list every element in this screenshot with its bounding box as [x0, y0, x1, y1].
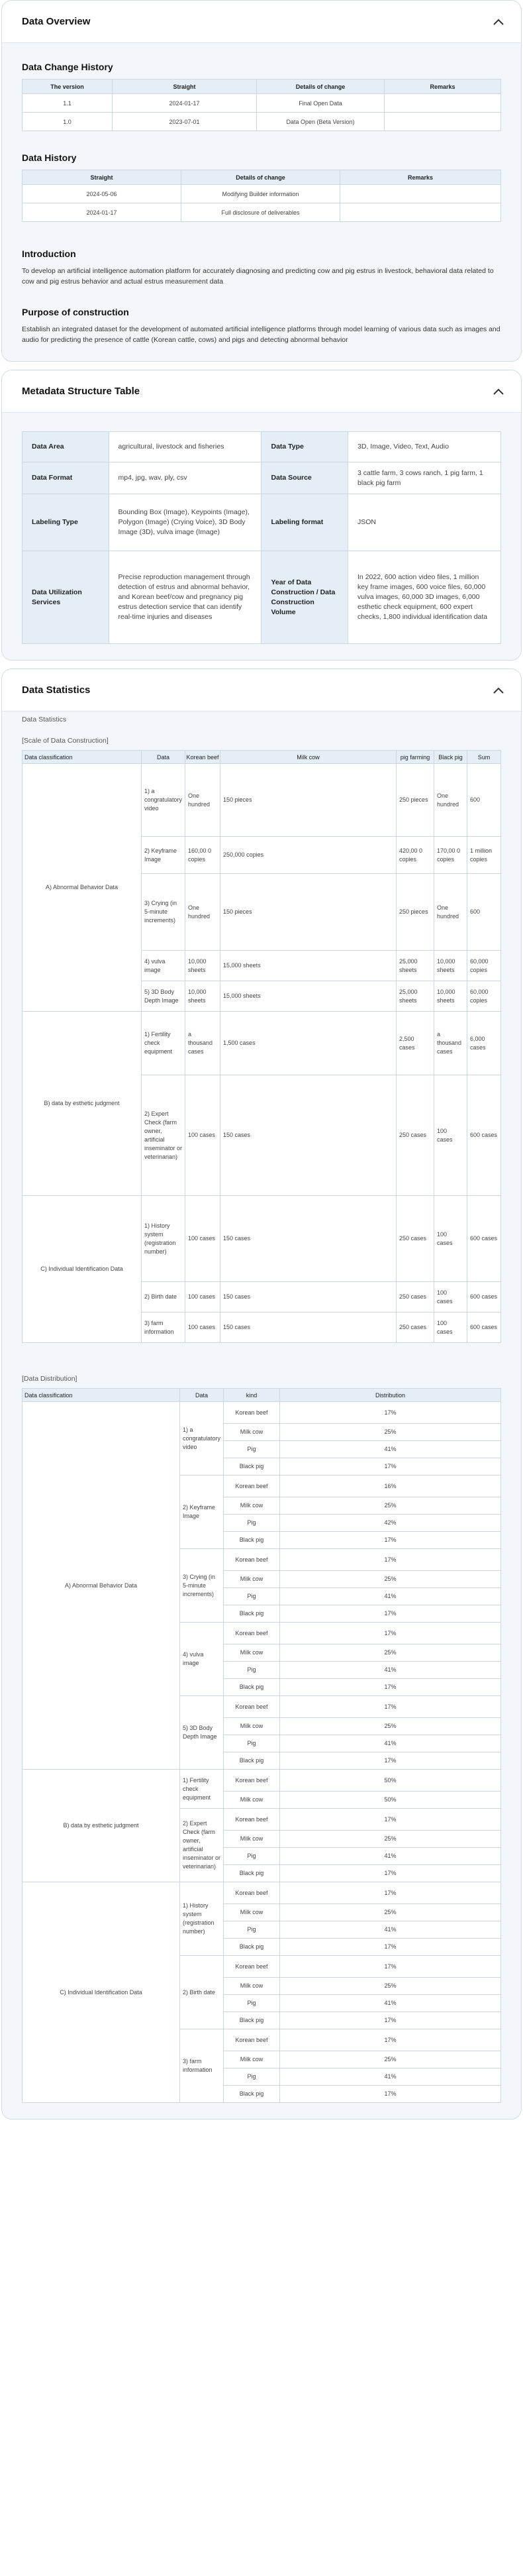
group-label: B) data by esthetic judgment: [23, 1770, 180, 1882]
distribution-cell: 42%: [280, 1515, 501, 1532]
metadata-header[interactable]: [2, 370, 521, 413]
table-row: [23, 203, 501, 222]
table-cell: 250 cases: [397, 1075, 434, 1196]
table-cell: One hundred: [434, 874, 467, 951]
table-row: [23, 113, 501, 131]
statistics-panel: [1, 669, 522, 2120]
panel-title: Metadata Structure Table: [22, 386, 140, 397]
chevron-up-icon[interactable]: [493, 685, 504, 696]
kind-cell: Milk cow: [224, 1978, 280, 1995]
distribution-cell: 25%: [280, 1718, 501, 1735]
statistics-header[interactable]: [2, 669, 521, 712]
table-cell: 250 cases: [397, 1196, 434, 1282]
meta-value: 3D, Image, Video, Text, Audio: [348, 432, 501, 462]
distribution-cell: 41%: [280, 1662, 501, 1679]
distribution-cell: 17%: [280, 2086, 501, 2103]
table-row: [23, 1402, 501, 1424]
distribution-cell: 17%: [280, 1939, 501, 1956]
table-cell: Data Open (Beta Version): [257, 113, 385, 131]
group-label: B) data by esthetic judgment: [23, 1012, 142, 1196]
table-cell: 2024-01-17: [23, 203, 181, 222]
column-header: Black pig: [434, 751, 467, 764]
table-cell: 1) a congratulatory video: [142, 764, 185, 837]
table-row: [23, 185, 501, 203]
kind-cell: Black pig: [224, 2012, 280, 2029]
table-cell: 2024-05-06: [23, 185, 181, 203]
kind-cell: Korean beef: [224, 1809, 280, 1831]
kind-cell: Black pig: [224, 1532, 280, 1549]
table-cell: 100 cases: [185, 1075, 220, 1196]
table-cell: 2023-07-01: [113, 113, 257, 131]
column-header: Milk cow: [220, 751, 397, 764]
section-title: Introduction: [22, 248, 76, 259]
distribution-cell: 17%: [280, 1458, 501, 1476]
table-cell: 6,000 cases: [467, 1012, 501, 1075]
distribution-cell: 17%: [280, 1605, 501, 1623]
table-cell: 150 cases: [220, 1075, 397, 1196]
kind-cell: Milk cow: [224, 1831, 280, 1848]
meta-key: Data Format: [23, 462, 109, 494]
data-label: 2) Keyframe Image: [180, 1476, 224, 1549]
distribution-cell: 25%: [280, 1831, 501, 1848]
table-cell: 25,000 sheets: [397, 951, 434, 981]
distribution-cell: 17%: [280, 1696, 501, 1718]
meta-key: Data Utilization Services: [23, 551, 109, 644]
distribution-cell: 25%: [280, 2051, 501, 2068]
meta-key: Labeling Type: [23, 494, 109, 551]
kind-cell: Black pig: [224, 1939, 280, 1956]
meta-value: 3 cattle farm, 3 cows ranch, 1 pig farm, 1 black pig farm: [348, 462, 501, 494]
group-label: A) Abnormal Behavior Data: [23, 764, 142, 1012]
distribution-cell: 41%: [280, 1441, 501, 1458]
group-label: C) Individual Identification Data: [23, 1196, 142, 1343]
data-label: 5) 3D Body Depth Image: [180, 1696, 224, 1770]
table-row: [23, 1882, 501, 1904]
table-cell: 250 pieces: [397, 764, 434, 837]
table-cell: 100 cases: [434, 1282, 467, 1313]
change-history-table: [22, 79, 501, 131]
kind-cell: Korean beef: [224, 1696, 280, 1718]
column-header: Korean beef: [185, 751, 220, 764]
column-header: Data: [142, 751, 185, 764]
group-label: C) Individual Identification Data: [23, 1882, 180, 2103]
table-row: [23, 1770, 501, 1792]
table-cell: 250,000 copies: [220, 837, 397, 874]
table-cell: Modifying Builder information: [181, 185, 340, 203]
kind-cell: Pig: [224, 1848, 280, 1865]
meta-value: JSON: [348, 494, 501, 551]
meta-value: Bounding Box (Image), Keypoints (Image), Polygon (Image) (Crying Voice), 3D Body Image (3D), vulva image (Image): [109, 494, 262, 551]
table-cell: 150 pieces: [220, 764, 397, 837]
table-cell: 5) 3D Body Depth Image: [142, 981, 185, 1012]
table-cell: 10,000 sheets: [185, 981, 220, 1012]
data-overview-panel: [1, 0, 522, 362]
kind-cell: Pig: [224, 1515, 280, 1532]
distribution-cell: 17%: [280, 1809, 501, 1831]
kind-cell: Milk cow: [224, 1904, 280, 1921]
table-row: [23, 494, 501, 551]
distribution-cell: 17%: [280, 2012, 501, 2029]
panel-title: Data Statistics: [22, 684, 91, 696]
table-cell: 2) Expert Check (farm owner, artificial inseminator or veterinarian): [142, 1075, 185, 1196]
kind-cell: Milk cow: [224, 1424, 280, 1441]
data-label: 1) a congratulatory video: [180, 1402, 224, 1476]
table-cell: 2) Keyframe Image: [142, 837, 185, 874]
distribution-cell: 41%: [280, 1921, 501, 1939]
kind-cell: Milk cow: [224, 2051, 280, 2068]
kind-cell: Black pig: [224, 1865, 280, 1882]
column-header: Straight: [113, 80, 257, 94]
table-cell: 25,000 sheets: [397, 981, 434, 1012]
distribution-cell: 25%: [280, 1978, 501, 1995]
table-cell: 600 cases: [467, 1313, 501, 1343]
table-row: [23, 764, 501, 837]
table-cell: 600 cases: [467, 1282, 501, 1313]
meta-value: Precise reproduction management through detection of estrus and abnormal behavior, and Korean beef/cow and pregnancy pig estrus detection service that can identify real-time injuries and diseases: [109, 551, 262, 644]
distribution-cell: 41%: [280, 1588, 501, 1605]
distribution-cell: 50%: [280, 1770, 501, 1792]
table-cell: 3) Crying (in 5-minute increments): [142, 874, 185, 951]
data-label: 2) Birth date: [180, 1956, 224, 2029]
column-header: Data: [180, 1389, 224, 1402]
table-cell: Full disclosure of deliverables: [181, 203, 340, 222]
table-cell: 2024-01-17: [113, 94, 257, 113]
column-header: Distribution: [280, 1389, 501, 1402]
table-cell: 1) Fertility check equipment: [142, 1012, 185, 1075]
distribution-cell: 50%: [280, 1792, 501, 1809]
meta-key: Year of Data Construction / Data Construction Volume: [262, 551, 348, 644]
meta-key: Labeling format: [262, 494, 348, 551]
table-cell: 600 cases: [467, 1075, 501, 1196]
kind-cell: Milk cow: [224, 1792, 280, 1809]
distribution-table: [22, 1388, 501, 2103]
kind-cell: Pig: [224, 1441, 280, 1458]
data-label: 1) Fertility check equipment: [180, 1770, 224, 1809]
kind-cell: Milk cow: [224, 1644, 280, 1662]
kind-cell: Black pig: [224, 1752, 280, 1770]
table-cell: [385, 113, 501, 131]
distribution-cell: 25%: [280, 1571, 501, 1588]
table-row: [23, 551, 501, 644]
distribution-cell: 41%: [280, 1735, 501, 1752]
intro-text: To develop an artificial intelligence automation platform for accurately diagnosing and predicting cow and pig estrus in livestock, behavioral data related to cow and pig estrus behavior and actual estrus measurement data: [22, 267, 494, 286]
column-header: Details of change: [257, 80, 385, 94]
kind-cell: Korean beef: [224, 1882, 280, 1904]
table-cell: 2,500 cases: [397, 1012, 434, 1075]
distribution-cell: 41%: [280, 1848, 501, 1865]
column-header: Data classification: [23, 1389, 180, 1402]
distribution-cell: 17%: [280, 1679, 501, 1696]
distribution-cell: 17%: [280, 1865, 501, 1882]
kind-cell: Pig: [224, 1735, 280, 1752]
metadata-panel: [1, 370, 522, 661]
chevron-up-icon[interactable]: [493, 17, 504, 27]
distribution-cell: 17%: [280, 1623, 501, 1644]
column-header: Details of change: [181, 170, 340, 185]
table-cell: One hundred: [185, 764, 220, 837]
table-cell: 1) History system (registration number): [142, 1196, 185, 1282]
distribution-cell: 17%: [280, 2029, 501, 2051]
distribution-cell: 17%: [280, 1549, 501, 1571]
distribution-title: [Data Distribution]: [22, 1375, 77, 1383]
table-cell: 10,000 sheets: [434, 981, 467, 1012]
kind-cell: Black pig: [224, 2086, 280, 2103]
kind-cell: Korean beef: [224, 1549, 280, 1571]
table-cell: 600: [467, 874, 501, 951]
table-cell: 150 pieces: [220, 874, 397, 951]
distribution-cell: 25%: [280, 1497, 501, 1515]
column-header: Data classification: [23, 751, 142, 764]
table-cell: One hundred: [185, 874, 220, 951]
table-cell: 100 cases: [185, 1196, 220, 1282]
data-label: 3) Crying (in 5-minute increments): [180, 1549, 224, 1623]
table-cell: 250 cases: [397, 1313, 434, 1343]
kind-cell: Milk cow: [224, 1497, 280, 1515]
kind-cell: Pig: [224, 1995, 280, 2012]
distribution-cell: 17%: [280, 1532, 501, 1549]
kind-cell: Korean beef: [224, 2029, 280, 2051]
table-cell: 600 cases: [467, 1196, 501, 1282]
meta-key: Data Type: [262, 432, 348, 462]
chevron-up-icon[interactable]: [493, 386, 504, 397]
meta-value: agricultural, livestock and fisheries: [109, 432, 262, 462]
column-header: Sum: [467, 751, 501, 764]
table-cell: 60,000 copies: [467, 981, 501, 1012]
kind-cell: Milk cow: [224, 1571, 280, 1588]
table-cell: 1.1: [23, 94, 113, 113]
table-cell: Final Open Data: [257, 94, 385, 113]
distribution-cell: 17%: [280, 1402, 501, 1424]
table-cell: 150 cases: [220, 1282, 397, 1313]
table-cell: 2) Birth date: [142, 1282, 185, 1313]
kind-cell: Milk cow: [224, 1718, 280, 1735]
meta-key: Data Source: [262, 462, 348, 494]
kind-cell: Black pig: [224, 1605, 280, 1623]
statistics-subtitle: Data Statistics: [22, 716, 67, 724]
column-header: pig farming: [397, 751, 434, 764]
table-cell: 100 cases: [185, 1313, 220, 1343]
purpose-text: Establish an integrated dataset for the development of automated artificial intelligence platforms through model learning of various data such as images and audio for predicting the presence of cattle (Korean cattle, cows) and pigs and detecting abnormal behavior: [22, 325, 500, 344]
kind-cell: Pig: [224, 1662, 280, 1679]
table-row: [23, 462, 501, 494]
table-cell: [340, 185, 501, 203]
data-label: 4) vulva image: [180, 1623, 224, 1696]
section-title: Data Change History: [22, 62, 113, 72]
table-cell: 10,000 sheets: [185, 951, 220, 981]
distribution-cell: 25%: [280, 1644, 501, 1662]
table-cell: 4) vulva image: [142, 951, 185, 981]
table-cell: 160,00 0 copies: [185, 837, 220, 874]
table-cell: 15,000 sheets: [220, 981, 397, 1012]
distribution-cell: 17%: [280, 1882, 501, 1904]
table-cell: 170,00 0 copies: [434, 837, 467, 874]
kind-cell: Korean beef: [224, 1770, 280, 1792]
scale-table: [22, 750, 501, 1343]
column-header: Remarks: [340, 170, 501, 185]
table-row: [23, 1012, 501, 1075]
data-overview-header[interactable]: [2, 1, 521, 43]
table-cell: 150 cases: [220, 1196, 397, 1282]
data-label: 1) History system (registration number): [180, 1882, 224, 1956]
table-cell: 250 pieces: [397, 874, 434, 951]
column-header: The version: [23, 80, 113, 94]
data-label: 2) Expert Check (farm owner, artificial inseminator or veterinarian): [180, 1809, 224, 1882]
table-cell: 3) farm information: [142, 1313, 185, 1343]
table-cell: 100 cases: [185, 1282, 220, 1313]
table-cell: a thousand cases: [434, 1012, 467, 1075]
kind-cell: Black pig: [224, 1679, 280, 1696]
table-row: [23, 432, 501, 462]
table-cell: 1.0: [23, 113, 113, 131]
panel-title: Data Overview: [22, 16, 91, 27]
distribution-cell: 17%: [280, 1752, 501, 1770]
table-cell: a thousand cases: [185, 1012, 220, 1075]
table-cell: 600: [467, 764, 501, 837]
table-cell: 100 cases: [434, 1313, 467, 1343]
kind-cell: Pig: [224, 2068, 280, 2086]
kind-cell: Korean beef: [224, 1956, 280, 1978]
table-cell: 1 million copies: [467, 837, 501, 874]
distribution-cell: 17%: [280, 1956, 501, 1978]
column-header: Remarks: [385, 80, 501, 94]
table-cell: [385, 94, 501, 113]
distribution-cell: 41%: [280, 1995, 501, 2012]
scale-title: [Scale of Data Construction]: [22, 737, 109, 745]
table-cell: 15,000 sheets: [220, 951, 397, 981]
table-cell: 1,500 cases: [220, 1012, 397, 1075]
distribution-cell: 25%: [280, 1424, 501, 1441]
kind-cell: Black pig: [224, 1458, 280, 1476]
group-label: A) Abnormal Behavior Data: [23, 1402, 180, 1770]
data-label: 3) farm information: [180, 2029, 224, 2103]
column-header: kind: [224, 1389, 280, 1402]
kind-cell: Korean beef: [224, 1402, 280, 1424]
meta-value: mp4, jpg, wav, ply, csv: [109, 462, 262, 494]
table-cell: 100 cases: [434, 1075, 467, 1196]
metadata-table: [22, 431, 501, 644]
table-cell: [340, 203, 501, 222]
meta-value: In 2022, 600 action video files, 1 million key frame images, 600 voice files, 60,000 vulva images, 60,000 3D images, 6,000 esthetic check equipment, 600 expert checks, 1,800 individual identification data: [348, 551, 501, 644]
distribution-cell: 41%: [280, 2068, 501, 2086]
table-cell: One hundred: [434, 764, 467, 837]
kind-cell: Korean beef: [224, 1476, 280, 1497]
table-row: [23, 94, 501, 113]
distribution-cell: 16%: [280, 1476, 501, 1497]
section-title: Data History: [22, 152, 77, 163]
kind-cell: Pig: [224, 1921, 280, 1939]
data-history-table: [22, 170, 501, 222]
table-cell: 420,00 0 copies: [397, 837, 434, 874]
table-cell: 10,000 sheets: [434, 951, 467, 981]
kind-cell: Pig: [224, 1588, 280, 1605]
table-cell: 100 cases: [434, 1196, 467, 1282]
table-cell: 250 cases: [397, 1282, 434, 1313]
column-header: Straight: [23, 170, 181, 185]
distribution-cell: 25%: [280, 1904, 501, 1921]
meta-key: Data Area: [23, 432, 109, 462]
table-row: [23, 1196, 501, 1282]
table-cell: 150 cases: [220, 1313, 397, 1343]
table-cell: 60,000 copies: [467, 951, 501, 981]
kind-cell: Korean beef: [224, 1623, 280, 1644]
section-title: Purpose of construction: [22, 307, 129, 317]
